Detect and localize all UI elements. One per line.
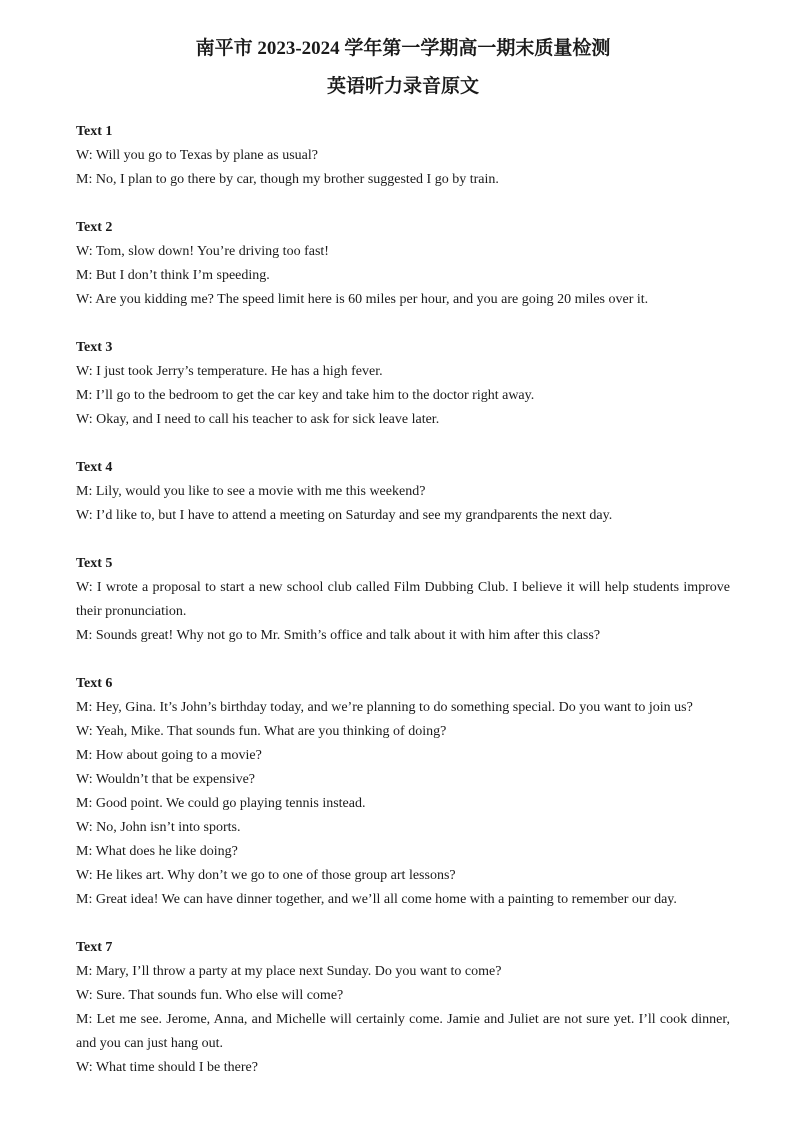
dialogue-line: M: Good point. We could go playing tennis instead. xyxy=(76,796,366,811)
dialogue-line: W: Are you kidding me? The speed limit here is 60 miles per hour, and you are going 20 miles over it. xyxy=(76,292,649,307)
transcript-section xyxy=(76,336,730,432)
section-heading: Text 6 xyxy=(76,676,113,691)
dialogue-line: W: He likes art. Why don’t we go to one of those group art lessons? xyxy=(76,868,456,883)
transcript-section xyxy=(76,216,730,312)
dialogue-line: W: Okay, and I need to call his teacher to ask for sick leave later. xyxy=(76,412,440,427)
dialogue-line: M: Mary, I’ll throw a party at my place next Sunday. Do you want to come? xyxy=(76,964,502,979)
dialogue-line: W: I just took Jerry’s temperature. He has a high fever. xyxy=(76,364,383,379)
dialogue-line: W: Yeah, Mike. That sounds fun. What are you thinking of doing? xyxy=(76,724,447,739)
transcript-section xyxy=(76,456,730,528)
dialogue-line: M: No, I plan to go there by car, though my brother suggested I go by train. xyxy=(76,172,499,187)
dialogue-line: W: What time should I be there? xyxy=(76,1060,258,1075)
dialogue-line: W: I’d like to, but I have to attend a meeting on Saturday and see my grandparents the next day. xyxy=(76,508,613,523)
dialogue-line: W: No, John isn’t into sports. xyxy=(76,820,241,835)
section-heading: Text 5 xyxy=(76,556,113,571)
dialogue-line: W: Sure. That sounds fun. Who else will come? xyxy=(76,988,344,1003)
section-heading: Text 3 xyxy=(76,340,113,355)
document-title: 南平市 2023-2024 学年第一学期高一期末质量检测 xyxy=(195,38,611,59)
section-heading: Text 2 xyxy=(76,220,113,235)
document-subtitle: 英语听力录音原文 xyxy=(326,76,479,97)
dialogue-line: W: Will you go to Texas by plane as usual? xyxy=(76,148,318,163)
transcript-section xyxy=(76,936,730,1080)
dialogue-line: M: Great idea! We can have dinner together, and we’ll all come home with a painting to remember our day. xyxy=(76,892,677,907)
transcript-section xyxy=(76,120,730,192)
dialogue-line: M: Hey, Gina. It’s John’s birthday today, and we’re planning to do something special. Do you want to join us? xyxy=(76,700,693,715)
dialogue-line: W: I wrote a proposal to start a new school club called Film Dubbing Club. I believe it will help students improve their pronunciation. xyxy=(76,580,730,619)
dialogue-line: W: Tom, slow down! You’re driving too fast! xyxy=(76,244,329,259)
dialogue-line: M: But I don’t think I’m speeding. xyxy=(76,268,270,283)
dialogue-line: M: I’ll go to the bedroom to get the car key and take him to the doctor right away. xyxy=(76,388,535,403)
section-heading: Text 7 xyxy=(76,940,113,955)
transcript-list xyxy=(76,120,730,1080)
section-heading: Text 4 xyxy=(76,460,113,475)
transcript-section xyxy=(76,552,730,648)
dialogue-line: M: Sounds great! Why not go to Mr. Smith’s office and talk about it with him after this class? xyxy=(76,628,601,643)
dialogue-line: W: Wouldn’t that be expensive? xyxy=(76,772,256,787)
dialogue-line: M: How about going to a movie? xyxy=(76,748,262,763)
transcript-section xyxy=(76,672,730,912)
dialogue-line: M: Lily, would you like to see a movie with me this weekend? xyxy=(76,484,426,499)
section-heading: Text 1 xyxy=(76,124,113,139)
dialogue-line: M: Let me see. Jerome, Anna, and Michelle will certainly come. Jamie and Juliet are not sure yet. I’ll cook dinner, and you can just hang out. xyxy=(76,1012,730,1051)
dialogue-line: M: What does he like doing? xyxy=(76,844,238,859)
